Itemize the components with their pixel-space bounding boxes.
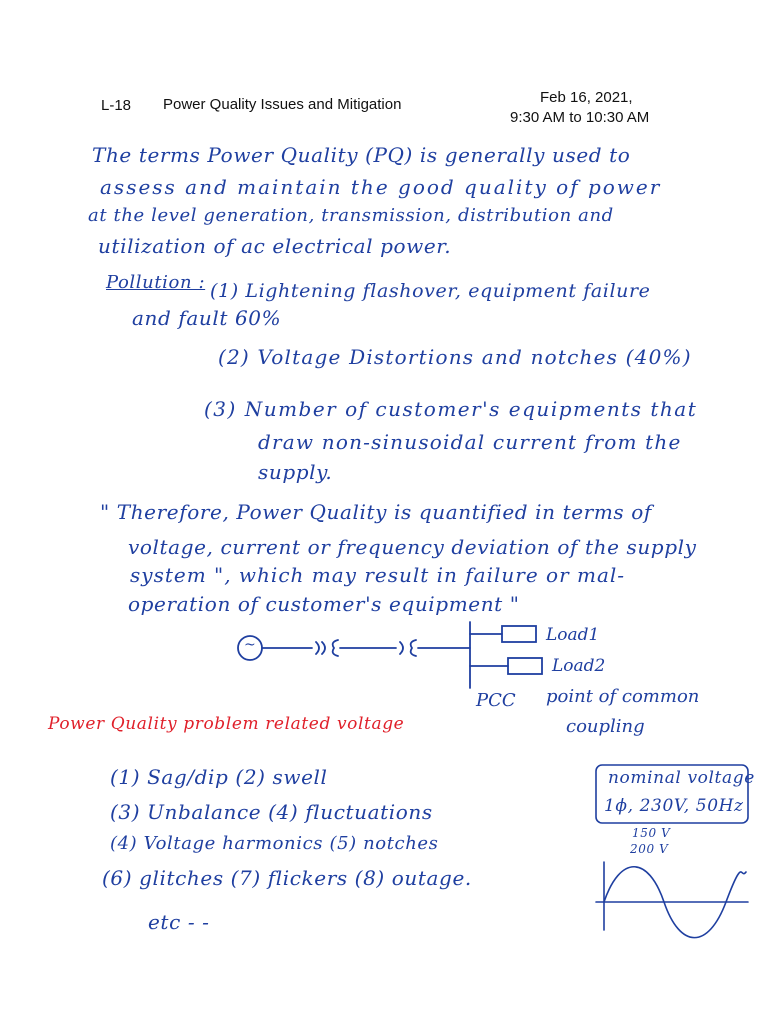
load1-label: Load1 <box>546 625 600 645</box>
quote-line: " Therefore, Power Quality is quantified in terms of <box>100 500 652 524</box>
pollution-item-3: (3) Number of customer's equipments that <box>204 397 698 421</box>
problem-row: (1) Sag/dip (2) swell <box>110 765 328 789</box>
pollution-label: Pollution : <box>106 272 206 293</box>
pcc-description: point of common <box>546 686 700 707</box>
intro-line: The terms Power Quality (PQ) is generally used to <box>92 143 631 167</box>
pollution-item-2: (2) Voltage Distortions and notches (40%) <box>218 345 692 369</box>
problems-heading: Power Quality problem related voltage <box>48 714 405 734</box>
intro-line: at the level generation, transmission, distribution and <box>88 205 614 226</box>
intro-line: assess and maintain the good quality of power <box>100 175 662 199</box>
voltage-note: 200 V <box>630 842 669 856</box>
lecture-date: Feb 16, 2021, <box>540 89 633 106</box>
problem-row: (3) Unbalance (4) fluctuations <box>110 800 433 824</box>
lecture-title: Power Quality Issues and Mitigation <box>163 96 402 113</box>
lecture-number: L-18 <box>101 97 132 114</box>
pollution-item-1-cont: and fault 60% <box>132 306 282 330</box>
intro-line: utilization of ac electrical power. <box>98 234 452 258</box>
pollution-item-3-cont: supply. <box>258 460 333 484</box>
quote-line: voltage, current or frequency deviation of the supply <box>128 535 697 559</box>
load2-label: Load2 <box>552 656 606 676</box>
lecture-time: 9:30 AM to 10:30 AM <box>510 109 650 126</box>
pollution-item-1: (1) Lightening flashover, equipment failure <box>210 280 651 302</box>
pcc-label: PCC <box>476 690 516 711</box>
problem-row: (4) Voltage harmonics (5) notches <box>110 833 439 854</box>
pcc-description: coupling <box>566 716 645 737</box>
voltage-note: 150 V <box>632 826 671 840</box>
quote-line: system ", which may result in failure or mal- <box>130 563 626 587</box>
pollution-item-3-cont: draw non-sinusoidal current from the <box>258 430 682 454</box>
nominal-voltage-spec: 1ϕ, 230V, 50Hz <box>604 796 744 816</box>
problem-row: etc - - <box>148 910 210 934</box>
quote-line: operation of customer's equipment " <box>128 592 520 616</box>
problem-row: (6) glitches (7) flickers (8) outage. <box>102 866 472 890</box>
nominal-voltage-label: nominal voltage <box>608 768 755 788</box>
source-label: ~ <box>244 637 256 653</box>
